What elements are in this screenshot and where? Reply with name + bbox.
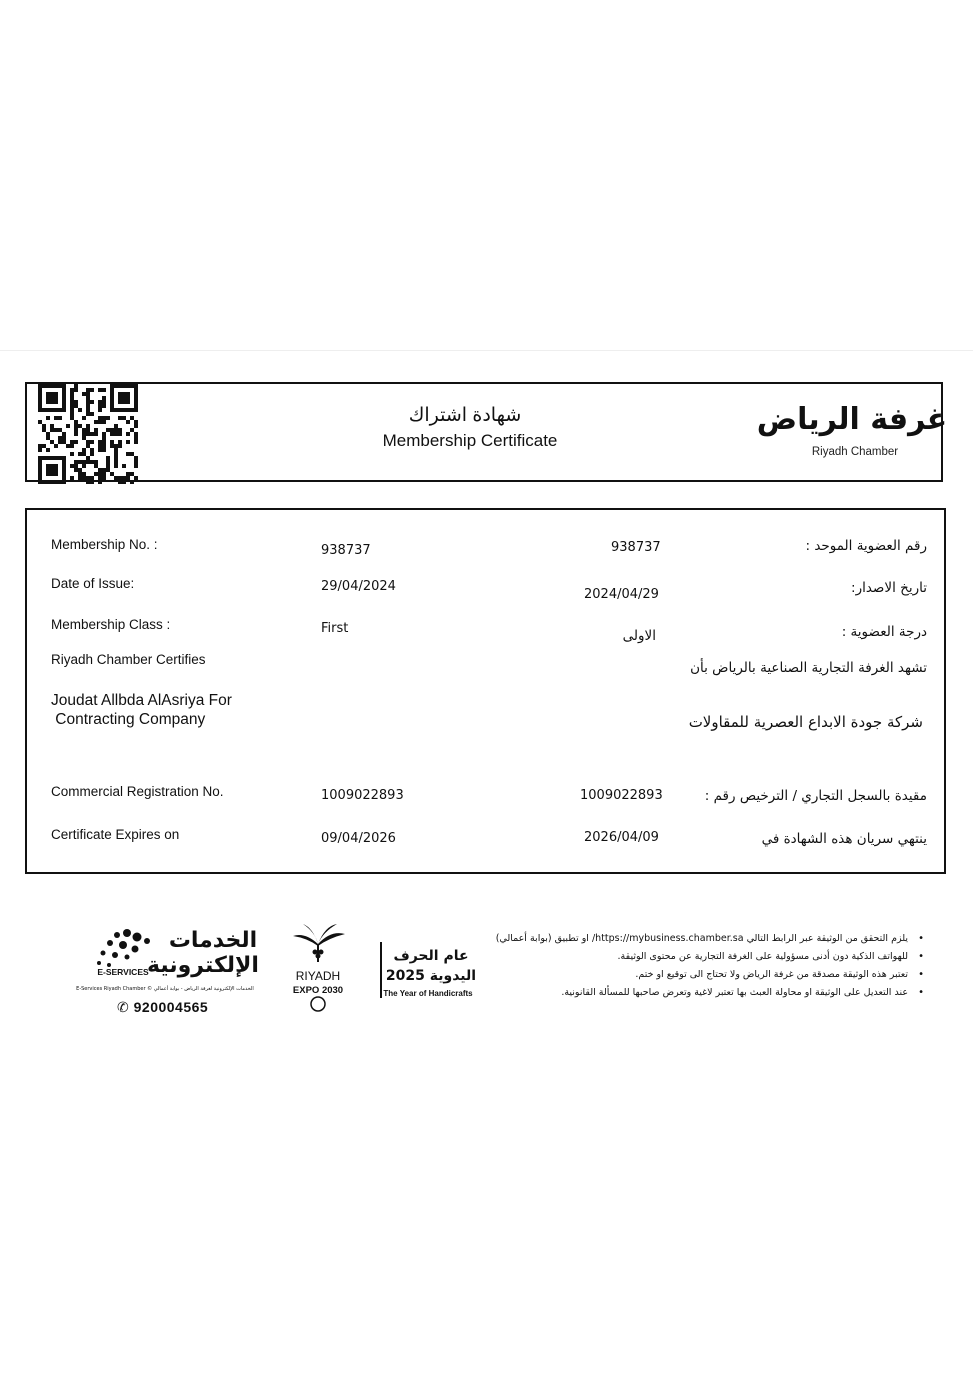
logo-text-en: Riyadh Chamber	[811, 446, 899, 458]
date-of-issue-label-ar: تاريخ الاصدار:	[851, 580, 927, 596]
phone-number: 920004565	[133, 999, 209, 1015]
commercial-reg-label-ar: مقيدة بالسجل التجاري / الترخيص رقم :	[704, 788, 927, 804]
date-of-issue-label: Date of Issue:	[51, 576, 135, 591]
note-item: • تعتبر هذه الوثيقة مصدقة من غرفة الرياض ولا تحتاج الى توقيع او ختم.	[480, 966, 928, 984]
membership-no-value-ar: 938737	[611, 540, 661, 555]
expo-line1: RIYADH	[295, 969, 341, 983]
date-of-issue-value: 29/04/2024	[321, 579, 396, 594]
company-name-ar: شركة جودة الابداع العصرية للمقاولات	[688, 713, 923, 731]
riyadh-chamber-logo	[756, 393, 948, 443]
eservices-title-ar2: الإلكترونية	[147, 953, 259, 978]
membership-no-label: Membership No. :	[51, 537, 158, 552]
palm-icon	[293, 924, 345, 962]
membership-no-value: 938737	[321, 543, 371, 558]
note-item: • للهواتف الذكية دون أدنى مسؤولية على الغرفة التجارية عن محتوى الوثيقة.	[480, 948, 928, 966]
expires-label-ar: ينتهي سريان هذه الشهادة في	[761, 831, 927, 847]
expires-value: 09/04/2026	[321, 831, 396, 846]
membership-no-label-ar: رقم العضوية الموحد :	[805, 538, 927, 554]
logo-divider	[380, 942, 382, 998]
expires-value-ar: 2026/04/09	[584, 830, 659, 845]
eservices-caption: E-Services Riyadh Chamber © الخدمات الإلكترونية لغرفة الرياض - بوابة أعمالي	[76, 986, 254, 992]
eservices-title-ar1: الخدمات	[168, 928, 258, 953]
note-item: • يلزم التحقق من الوثيقة عبر الرابط التالي https://mybusiness.chamber.sa/ او تطبيق (بوابة أعمالي)	[480, 930, 928, 948]
commercial-reg-value-ar: 1009022893	[580, 788, 663, 803]
riyadh-expo-2030-logo	[285, 922, 351, 1014]
support-phone	[117, 999, 208, 1016]
qr-code-icon	[38, 384, 138, 484]
commercial-reg-value: 1009022893	[321, 788, 404, 803]
date-of-issue-value-ar: 2024/04/29	[584, 587, 659, 602]
dots-icon	[97, 929, 150, 967]
qr-finder-pattern	[38, 384, 66, 412]
year-of-handicrafts-logo	[378, 940, 477, 1000]
handicrafts-en: The Year of Handicrafts	[383, 989, 473, 998]
qr-finder-pattern	[38, 456, 66, 484]
company-name-en: Joudat Allbda AlAsriya For Contracting Company	[51, 692, 232, 728]
eservices-badge: E-SERVICES	[97, 967, 149, 977]
handicrafts-line2: اليدوية 2025	[385, 968, 477, 984]
logo-text-ar: غرفة الرياض	[756, 402, 948, 437]
membership-class-value: First	[321, 621, 349, 636]
membership-class-value-ar: الاولى	[622, 628, 656, 644]
verification-notes	[480, 930, 928, 1002]
certifies-label: Riyadh Chamber Certifies	[51, 652, 206, 667]
certificate-body	[25, 508, 946, 874]
membership-class-label: Membership Class :	[51, 617, 171, 632]
handicrafts-line1: عام الحرف	[393, 948, 469, 964]
expires-label: Certificate Expires on	[51, 827, 180, 842]
qr-finder-pattern	[110, 384, 138, 412]
membership-class-label-ar: درجة العضوية :	[841, 624, 927, 640]
certifies-label-ar: تشهد الغرفة التجارية الصناعية بالرياض بأن	[690, 660, 927, 676]
phone-icon: ✆	[117, 1000, 130, 1016]
certificate-title-en: Membership Certificate	[382, 431, 558, 450]
commercial-reg-label: Commercial Registration No.	[51, 784, 224, 799]
expo-line2: EXPO 2030	[292, 985, 344, 996]
top-divider	[0, 350, 973, 351]
expo-emblem-icon	[311, 997, 325, 1011]
note-item: • عند التعديل على الوثيقة او محاولة العبث بها تعتبر لاغية وتعرض صاحبها للمسألة القانونية.	[480, 984, 928, 1002]
certificate-title-ar: شهادة اشتراك	[408, 405, 522, 426]
